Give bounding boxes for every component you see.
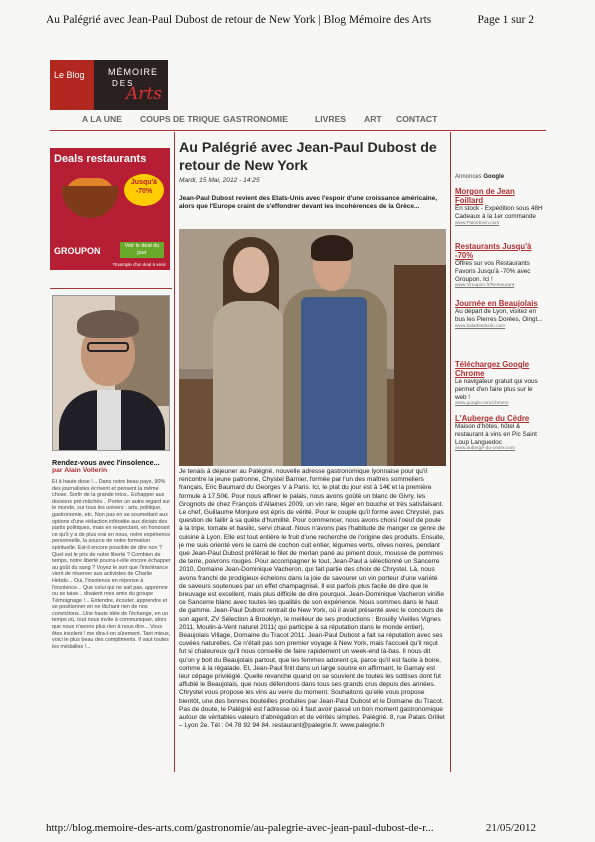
text-ad [455,414,543,451]
article-date: Mardi, 15 Mai, 2012 - 14:25 [179,177,260,184]
google-logo: Google [483,174,505,180]
column-divider-left [174,132,175,772]
text-ad [455,242,543,288]
photo-woman-face [233,247,269,293]
groupon-ad-banner[interactable] [50,148,170,270]
article-photo [179,229,446,466]
left-article-author[interactable]: par Alain Vollerin [52,467,108,474]
photo-shelf [394,265,446,466]
ads-label-prefix: Annonces [455,174,482,180]
ad-url[interactable]: www.baladesduvin.com [455,323,506,329]
ad-description: Offres sur vos Restaurants Favoris Jusqu'à -70% avec Groupon. Ici ! [455,260,531,283]
print-header-title: Au Palégrié avec Jean-Paul Dubost de retour de New York | Blog Mémoire des Arts [46,14,432,26]
logo-text-des: DES [112,79,135,88]
ad-fine-print: *Exemple d'un deal à venir [112,262,166,267]
ad-url[interactable]: www.auberge-du-cedre.com [455,446,515,452]
nav-item-coups-de-trique[interactable]: COUPS DE TRIQUE [140,114,220,124]
logo-text-le-blog: Le Blog [54,70,85,80]
ad-heading: Deals restaurants [54,153,147,165]
photo-man-apron [301,297,367,466]
print-footer-url: http://blog.memoire-des-arts.com/gastronomie/au-palegrie-avec-jean-paul-dubost-de-r... [46,822,434,834]
ad-url[interactable]: www.google.com/chrome [455,401,509,407]
discount-badge: Jusqu'à -70% [124,174,164,206]
ad-description: Maison d'hôtes, hôtel & restaurant à vins en Pic Saint Loup Languedoc [455,423,537,446]
logo-badge [50,60,94,110]
column-divider-right [450,132,451,772]
photo-man-hair [311,235,353,261]
google-ads-label[interactable] [455,174,504,180]
nav-divider [50,130,546,131]
print-header [46,14,546,32]
portrait-shirt [97,390,121,451]
ad-description: Au départ de Lyon, visitez en bus les Pierres Dorées, Oingt... [455,308,543,323]
left-section-divider [50,288,172,289]
blog-logo[interactable] [50,60,168,110]
text-ad [455,187,543,226]
photo-woman [213,301,285,466]
nav-item-livres[interactable]: LIVRES [315,114,347,124]
nav-item-a-la-une[interactable]: A LA UNE [82,114,122,124]
groupon-logo: GROUPON [54,246,101,256]
portrait-hair [77,310,139,338]
deal-button[interactable]: Voir le deal du jour [120,242,164,258]
nav-item-gastronomie[interactable]: GASTRONOMIE [223,114,288,124]
text-ad [455,299,543,329]
ad-title[interactable]: Restaurants Jusqu'à -70% [455,242,532,260]
ad-description: Le navigateur gratuit qui vous permet d'en faire plus sur le web ! [455,378,538,401]
ad-description: En stock - Expédition sous 48H Cadeaux à la 1er commande [455,205,543,220]
ad-title[interactable]: Morgon de Jean Foillard [455,187,515,205]
text-ad [455,360,543,406]
print-page-number: Page 1 sur 2 [477,14,534,26]
pot-image [62,186,118,218]
portrait-glasses [87,342,129,352]
logo-text-memoire: MÉMOIRE [108,67,159,77]
ad-title[interactable]: Journée en Beaujolais [455,299,538,308]
author-portrait[interactable] [52,295,170,451]
nav-item-art[interactable]: ART [364,114,382,124]
ad-title[interactable]: L'Auberge du Cèdre [455,414,530,423]
print-footer [46,822,546,836]
logo-text-arts: Arts [126,84,162,104]
ad-url[interactable]: www.Groupon.fr/Restaurant [455,283,515,289]
print-footer-date: 21/05/2012 [485,822,536,834]
article-lead: Jean-Paul Dubost revient des Etats-Unis avec l'espoir d'une croissance américaine, alors que l'Europe craint de s'effondrer devant les incohérences de la Grèce... [179,195,438,211]
ad-title[interactable]: Téléchargez Google Chrome [455,360,530,378]
nav-item-contact[interactable]: CONTACT [396,114,438,124]
article-body: Je tenais à déjeuner au Palégrié, nouvelle adresse gastronomique lyonnaise pour qu'il rencontre la jeune patronne, Chystel Barnier, formée par l'un des maîtres sommeliers français, Eric Baumard du Georges V à Paris. Ici, le plat du jour est à 14€ et la première formule à 17,50€. Pour nous affiner le palais, nous avons goûté un blanc de Givry, les Grognots de chez François d'Allaines 2009, un vin rare, léger en bouche et très satisfaisant. Le chef, Guillaume Monjure est épris de vérité. Pour le couple qu'il forme avec Chrystel, pas question de faillir à sa quête d'humilité. Pour commencer, nous avons choisi l'oeuf de poule à la tripe, tomate et basilic, servi chaud. Nous n'avons pas l'habitude de manger ce genre de cuisine à Lyon. Elle est tout entière le fruit d'une recherche de l'origine des produits. Ensuite, je me suis orienté vers le carré de cochon cuit entier, légumes verts, olives noires, pendant que Jean-Paul Dubost préférait le filet de merlan pané au piment doux, mousse de pommes de terre, poivrons rouges. Pour accompagner le tout, Jean-Paul a sélectionné un Sancerre 2010, Domaine Jean-Dominique Vacheron, qui fait partie des choix de Chrystel. Là, nous avons franchi de prodigieux échelons dans la joie de savourer un vin porteur d'une variété de saveurs soutenues par un effet champagnisé. Il est parfois plus facile de dire que le breuvage est excellent, mais plus difficile de dire pourquoi. Jean-Dominique Vacheron vinifie ce Sancerre blanc avec toutes les qualités de son expérience. Nous sommes dans le haut de gamme. Jean-Paul Dubost rentrait de New York, où il avait présenté avec le concours de son agent, ZV Sélection à Brooklyn, le meilleur de ses productions : Brouilly Vieilles Vignes 2011, Moulin-à-Vent naturel 2011( qui participe à sa réputation dans le monde entier), Beaujolais Village, Domaine du Tracot 2011. Jean-Paul Dubost a fait sa réputation avec ses cuvées naturelles. Ce n'était pas son premier voyage à New York, mais l'accueil qu'il reçut fut si chaleureux qu'il nous conseille de faire rapidement un week-end là-bas. Il nous dit qu'on y boit du Beaujolais partout, que les femmes adorent ça, parce qu'il est facile à boire, comme à la régalade. Et, Jean-Paul finit dans un large sourire en affirmant, le Gamay est leur cépage privilégié. Quelle revanche quand on se souvient de toutes les sottises dont fut affublé le Beaujolais, que nous défendons dans tous ses grands crus depuis des années. Chrystel vous propose les vins au verre du moment. Souhaitons qu'elle vous propose bientôt, une des bonnes bouteilles produites par Jean-Paul Dubost et le Domaine du Tracot. Pas de doute, le Palégrié est l'adresse où il faut avoir passé un bon moment gastronomique autour de véritables valeurs d'abnégation et de vérités simples. Palégrié. 8, rue Palais Grillet – Lyon 2e. Tél : 04 78 92 94 84. restaurant@palegrie.fr. www.palegrie.fr [179,468,445,730]
left-article-text: Et à haute dose !... Dans notre beau pays, 90% des journalistes écrivent et pensent la même chose. Sortir de la grande intox.. Echapper aux dossiers pré-mâchés... Porter un autre regard sur le monde, sur tous les univers : arts, politique, gastronomie, etc. Non pas en se soumettant aux options d'une rédaction inféodée aux dictats des partis politiques, mais en respectant, en honorant ce qu'il y a de plus vrai en nous, notre expérience personnelle, la source de notre formation spirituelle. Est-il encore possible de dire non ? Quel est le prix de notre liberté ? Combien de temps, notre liberté pourra-t-elle encore échapper au goût du sang ? Voyez le sort que l'intolérance vient de réserver aux activistes de Charlie Hebdo... Oui, l'insolence en réponse à l'insolence... Que celui qui ne sait pas, apprenne ou se taise... disaient mes amis du groupe Témoignage !... Entendre, écouter, apprendre et se positionner en ne lâchant rien de nos convictions...Une haute idée de l'échange, en un temps où, tout nous invite à communiquer, alors que nous n'avons plus rien à nous dire... Vous êtes insolent ! me dira-t-on sûrement. Tant mieux, voici le plus beau des compliments. Il vaut toutes les médailles !... [52,479,171,650]
ad-url[interactable]: www.Planetovin.com [455,220,500,226]
left-article-title[interactable]: Rendez-vous avec l'insolence... [52,458,160,467]
article-title: Au Palégrié avec Jean-Paul Dubost de retour de New York [179,140,437,174]
